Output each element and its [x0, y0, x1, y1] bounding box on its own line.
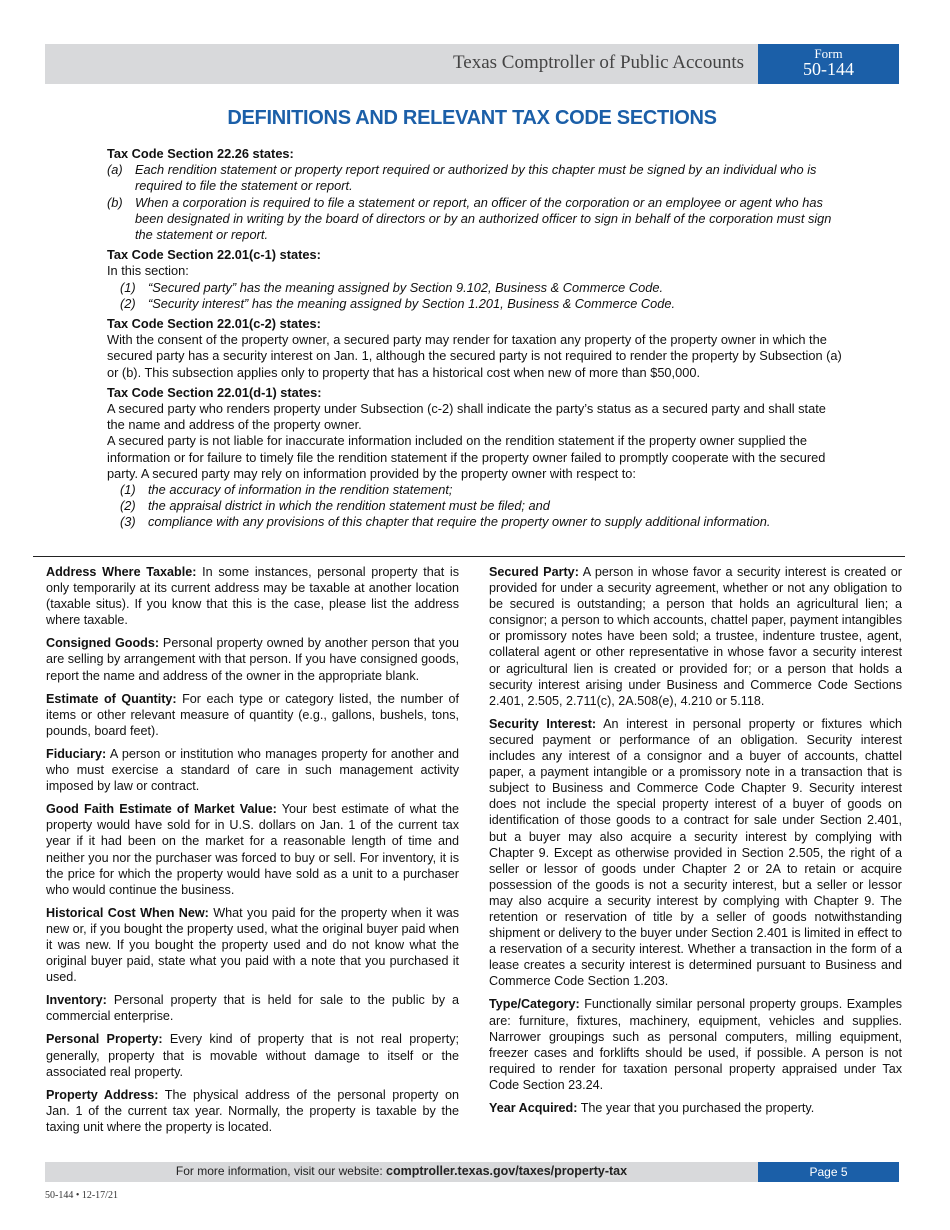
list-item: (1) the accuracy of information in the rendition statement;	[120, 482, 453, 498]
definition-entry: Year Acquired: The year that you purchased the property.	[489, 1101, 815, 1115]
definitions-right-column	[489, 564, 902, 1123]
list-item: (2) “Security interest” has the meaning assigned by Section 1.201, Business & Commerce Code.	[120, 295, 676, 311]
section-divider	[33, 556, 905, 557]
list-item: (1) “Secured party” has the meaning assigned by Section 9.102, Business & Commerce Code.	[120, 279, 663, 295]
website-link[interactable]: comptroller.texas.gov/taxes/property-tax	[386, 1164, 628, 1178]
definition-entry: Historical Cost When New: What you paid for the property when it was new or, if you bought the property used, what the original buyer paid when it was new. If you bought the property used and do not know what the original buyer paid, state what you paid with a note that you purchased it used.	[46, 905, 459, 985]
section-heading: Tax Code Section 22.01(c-2) states:	[107, 316, 321, 332]
section-text: A secured party is not liable for inaccurate information included on the rendition statement if the property owner supplied the information or for failure to timely file the rendition statement if the property owner failed to promptly cooperate with the secured party. A secured party may rely on information provided by the property owner with respect to:	[107, 433, 826, 481]
list-item: (2) the appraisal district in which the rendition statement must be filed; and	[120, 498, 550, 514]
list-item: (a) Each rendition statement or property report required or authorized by this chapter must be signed by an individual who is required to file the statement or report.	[107, 162, 817, 194]
section-heading: Tax Code Section 22.01(c-1) states:	[107, 247, 321, 263]
section-text: A secured party who renders property under Subsection (c-2) shall indicate the party’s status as a secured party and shall state the name and address of the property owner.	[107, 401, 826, 433]
page-number: Page 5	[758, 1162, 899, 1182]
page-title: DEFINITIONS AND RELEVANT TAX CODE SECTIONS	[227, 107, 717, 129]
section-heading: Tax Code Section 22.01(d-1) states:	[107, 384, 322, 400]
definition-entry: Secured Party: A person in whose favor a security interest is created or provided for under a security agreement, whether or not any obligation to be secured is outstanding; a person that holds an agricultural lien; a consignor; a person to which accounts, chattel paper, payment intangibles or promissory notes have been sold; a trustee, indenture trustee, agent, collateral agent or other representative in whose favor a security interest or agricultural lien is created or provided for; or a person that holds a security interest arising under Business and Commerce Code Sections 2.401, 2.505, 2.711(c), 2A.508(e), 4.210 or 5.118.	[489, 565, 902, 708]
footer-bar	[45, 1162, 758, 1182]
definition-entry: Address Where Taxable: In some instances, personal property that is only temporarily at its current address may be taxable at another location (taxable situs). If you know that this is the case, please list the address where taxable.	[46, 565, 460, 628]
definition-entry: Good Faith Estimate of Market Value: Your best estimate of what the property would have sold for in U.S. dollars on Jan. 1 of the current tax year if it had been on the market for a reasonable length of time and neither you nor the purchaser was forced to buy or sell. For inventory, it is the price for which the property would have sold as a unit to a purchaser who would continue the business.	[46, 802, 460, 897]
definition-entry: Personal Property: Every kind of property that is not real property; generally, property that is movable without damage to itself or the associated real property.	[46, 1032, 459, 1079]
footer-prefix: For more information, visit our website:	[175, 1164, 383, 1178]
definition-entry: Type/Category: Functionally similar personal property groups. Examples are: furniture, fixtures, machinery, equipment, vehicles and supplies. Narrower groupings such as personal computers, milling equipment, freezer cases and forklifts should be used, if possible. A person is not required to render for taxation personal property appraised under Tax Code Section 23.24.	[489, 997, 902, 1092]
section-intro: In this section:	[107, 263, 189, 279]
form-code: 50-144 • 12-17/21	[45, 1190, 118, 1201]
definition-entry: Fiduciary: A person or institution who manages property for another and who must exercise a standard of care in such management activity imposed by law or contract.	[46, 746, 459, 794]
agency-name: Texas Comptroller of Public Accounts	[452, 52, 744, 73]
definition-entry: Consigned Goods: Personal property owned by another person that you are selling by arrangement with that person. If you have consigned goods, report the name and address of the owner in the appropriate blank.	[46, 636, 459, 683]
list-item: (b) When a corporation is required to file a statement or report, an officer of the corporation or an employee or agent who has been designated in writing by the board of directors or by an authorized officer to sign in behalf of the corporation must sign the statement or report.	[107, 194, 832, 243]
list-item: (3) compliance with any provisions of this chapter that require the property owner to supply additional information.	[120, 514, 771, 530]
form-number: 50-144	[803, 59, 854, 79]
header-bar	[45, 44, 758, 84]
definitions-left-column	[46, 564, 459, 1142]
definition-entry: Estimate of Quantity: For each type or category listed, the number of items or other relevant measure of quantity (e.g., gallons, bushels, tons, pounds, board feet).	[46, 691, 460, 738]
form-number-box	[758, 44, 899, 84]
form-label: Form	[814, 46, 843, 61]
definition-entry: Inventory: Personal property that is held for sale to the public by a commercial enterprise.	[46, 993, 460, 1024]
section-text: With the consent of the property owner, a secured party may render for taxation any property of the property owner in which the secured party has a security interest on Jan. 1, although the secured party is not required to render the property by Subsection (a) or (b). This subsection applies only to property that has a historical cost when new of more than $50,000.	[107, 332, 842, 380]
definition-entry: Security Interest: An interest in personal property or fixtures which secured payment or performance of an obligation. Security interest includes any interest of a consignor and a buyer of accounts, chattel paper, a payment intangible or a promissory note in a transaction that is subject to Business and Commerce Code Chapter 9. Security interest does not include the special property interest of a buyer of goods on identification of those goods to a contract for sale under Section 2.401, but a buyer may also acquire a security interest by complying with Chapter 9. Except as otherwise provided in Section 2.505, the right of a seller or lessor of goods under Chapter 2 or 2A to retain or acquire possession of the goods is not a security interest, but a seller or lessor may also acquire a security interest by complying with Chapter 9. The retention or reservation of title by a seller of goods notwithstanding shipment or delivery to the buyer under Section 2.401 is limited in effect to a reservation of a security interest. Whether a transaction in the form of a lease creates a security interest is determined pursuant to Business and Commerce Code Section 1.203.	[489, 716, 902, 989]
footer-text	[45, 1164, 758, 1178]
definition-entry: Property Address: The physical address of the personal property on Jan. 1 of the current tax year. Normally, the property is taxable by the taxing unit where the property is located.	[46, 1087, 459, 1134]
section-heading: Tax Code Section 22.26 states:	[107, 146, 294, 161]
tax-code-sections	[107, 146, 847, 531]
